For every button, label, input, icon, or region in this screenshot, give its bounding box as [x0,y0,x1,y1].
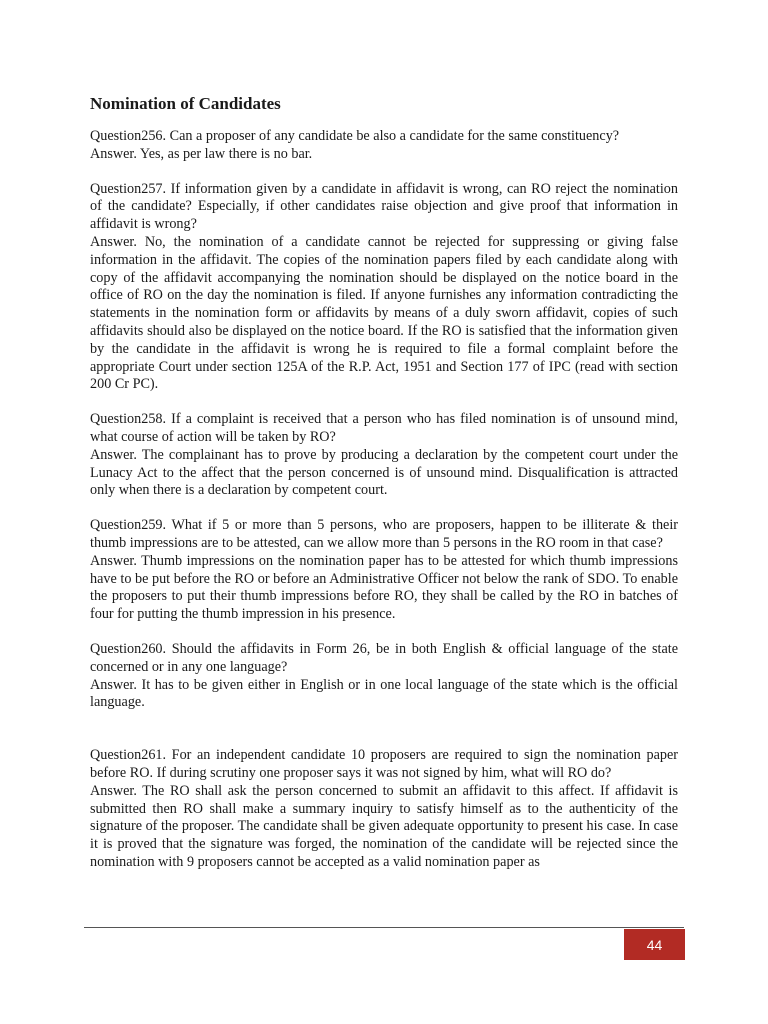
qa-block-260 [90,641,678,712]
question-text: Question257. If information given by a candidate in affidavit is wrong, can RO reject the nomination of the candidate? Especially, if other candidates raise objection and give proof that information in affidavit is wrong? [90,180,678,233]
question-text: Question256. Can a proposer of any candidate be also a candidate for the same constituency? [90,128,620,144]
footer-divider [84,927,684,928]
question-text: Question258. If a complaint is received that a person who has filed nomination is of unsound mind, what course of action will be taken by RO? [90,411,678,445]
question-text: Question261. For an independent candidate 10 proposers are required to sign the nomination paper before RO. If during scrutiny one proposer says it was not signed by him, what will RO do? [90,747,678,781]
page-number-badge: 44 [624,929,685,960]
question-text: Question259. What if 5 or more than 5 persons, who are proposers, happen to be illiterate & their thumb impressions are to be attested, can we allow more than 5 persons in the RO room in that case? [90,517,678,551]
qa-block-258 [90,411,678,500]
section-heading: Nomination of Candidates [90,94,281,113]
page-content [90,94,678,889]
question-text: Question260. Should the affidavits in Form 26, be in both English & official language of the state concerned or in any one language? [90,640,678,675]
qa-block-259 [90,517,678,624]
answer-text: Answer. It has to be given either in English or in one local language of the state which is the official language. [90,676,678,711]
answer-text: Answer. The complainant has to prove by producing a declaration by the competent court under the Lunacy Act to the affect that the person concerned is of unsound mind. Disqualification is attracted only when there is a declaration by competent court. [90,446,678,499]
qa-block-257 [90,181,678,395]
answer-text: Answer. No, the nomination of a candidate cannot be rejected for suppressing or giving false information in the affidavit. The copies of the nomination papers filed by each candidate along with copy of the affidavit accompanying the nomination should be displayed on the notice board in the office of RO on the day the nomination is filed. If anyone furnishes any information contradicting the statements in the nomination form or affidavits by means of a duly sworn affidavit, copies of such affidavits should also be displayed on the notice board. If the RO is satisfied that the information given by the candidate in the affidavit is wrong he is required to file a formal complaint before the appropriate Court under section 125A of the R.P. Act, 1951 and Section 177 of IPC (read with section 200 Cr PC). [90,233,678,393]
answer-text: Answer. Thumb impressions on the nomination paper has to be attested for which thumb impressions have to be put before the RO or before an Administrative Officer not below the rank of SDO. To enable the proposers to put their thumb impressions before RO, they shall be called by the RO in batches of four for putting the thumb impression in his presence. [90,552,678,623]
qa-block-256 [90,128,678,164]
answer-text: Answer. Yes, as per law there is no bar. [90,145,313,162]
answer-text: Answer. The RO shall ask the person concerned to submit an affidavit to this affect. If affidavit is submitted then RO shall make a summary inquiry to satisfy himself as to the authenticity of the signature of the proposer. The candidate shall be given adequate opportunity to present his case. In case it is proved that the signature was forged, the nomination of the candidate will be rejected since the nomination with 9 proposers cannot be accepted as a valid nomination paper as [90,782,678,870]
qa-block-261 [90,747,678,872]
